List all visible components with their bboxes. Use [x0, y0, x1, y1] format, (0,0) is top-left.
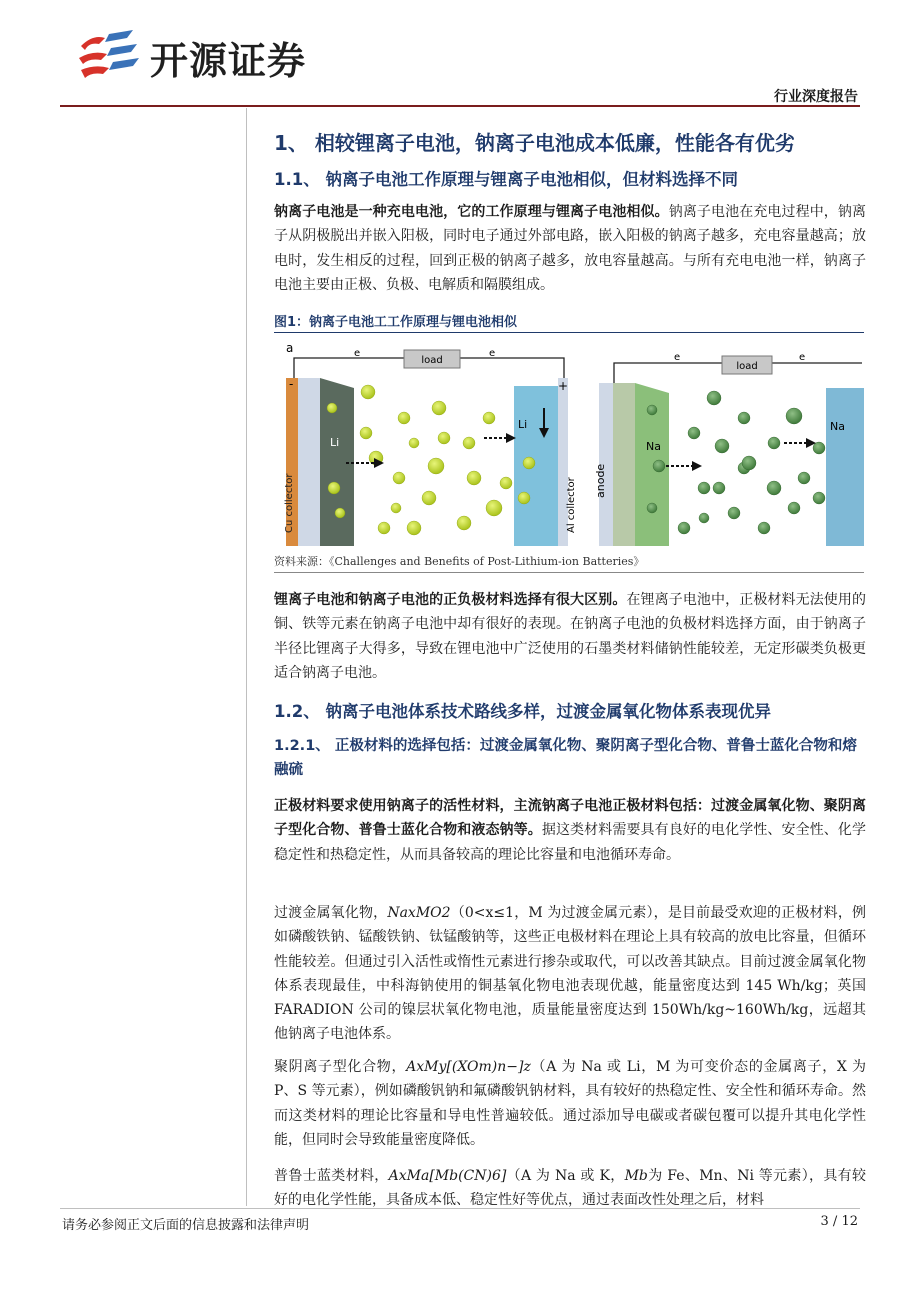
panel-b-electron-2: e [799, 352, 806, 363]
brand-logo-icon [75, 28, 143, 80]
panel-a-li-cathode-label: Li [518, 418, 528, 431]
report-type: 行业深度报告 [774, 89, 858, 105]
panel-b-load-label: load [736, 361, 758, 372]
panel-a-minus: - [289, 377, 294, 391]
figure-1-caption: 图1：钠离子电池工工作原理与锂电池相似 [274, 315, 518, 330]
paragraph-transition-metal-oxide [274, 901, 866, 1047]
section-1-2-1-title: 1.2.1、 正极材料的选择包括：过渡金属氧化物、聚阴离子型化合物、普鲁士蓝化合物和熔融硫 [274, 738, 857, 778]
panel-a-plus: + [558, 379, 569, 393]
prussian-body-1: （A 为 Na 或 K， [506, 1168, 625, 1184]
footer-disclaimer: 请务必参阅正文后面的信息披露和法律声明 [62, 1218, 310, 1233]
footer-divider [60, 1208, 860, 1209]
polyanion-body: （A 为 Na 或 Li，M 为可变价态的金属离子，X 为 P、S 等元素），例如磷酸钒钠和氟磷酸钒钠材料，具有较好的热稳定性、安全性和循环寿命。然而这类材料的理论比容量和导电性普遍较低。通过添加导电碳或者碳包覆可以提升其电化学性能，但同时会导致能量密度降低。 [274, 1059, 867, 1148]
polyanion-formula: AxMy[(XOm)n−]z [406, 1059, 531, 1075]
panel-a-load-label: load [421, 355, 443, 366]
page-number: 3 / 12 [820, 1214, 858, 1229]
paragraph-principle [274, 200, 866, 297]
panel-a-li-anode-label: Li [330, 436, 340, 449]
section-1-1-title: 1.1、 钠离子电池工作原理与锂离子电池相似，但材料选择不同 [274, 170, 738, 189]
paragraph-electrode-difference-body: 在锂离子电池中，正极材料无法使用的铜、铁等元素在钠离子电池中却有很好的表现。在钠离子电池的负极材料选择方面，由于钠离子半径比锂离子大得多，导致在锂电池中广泛使用的石墨类材料储钠性能较差，无定形碳类负极更适合钠离子电池。 [274, 592, 866, 681]
prussian-formula-mb: Mb [624, 1168, 648, 1184]
panel-b-na-anode-label: Na [646, 440, 661, 453]
brand-name: 开源证券 [150, 39, 307, 83]
polyanion-intro: 聚阴离子型化合物， [274, 1059, 407, 1075]
panel-b-anode: anode [594, 463, 607, 498]
prussian-formula: AxMa[Mb(CN)6] [388, 1168, 507, 1184]
paragraph-cathode-overview-lead: 正极材料要求使用钠离子的活性材料，主流钠离子电池正极材料包括：过渡金属氧化物、聚阴离子型化合物、普鲁士蓝化合物和液态钠等。 [274, 798, 866, 839]
section-1-title: 1、 相较锂离子电池，钠离子电池成本低廉，性能各有优劣 [274, 131, 795, 155]
tmo-formula: NaxMO2 [387, 905, 451, 921]
panel-a-al-collector: Al collector [566, 477, 577, 533]
paragraph-cathode-overview [274, 794, 866, 867]
panel-a-label: a [286, 341, 294, 355]
prussian-intro: 普鲁士蓝类材料， [274, 1168, 389, 1184]
paragraph-principle-lead: 钠离子电池是一种充电电池，它的工作原理与锂离子电池相似。 [274, 204, 669, 220]
tmo-body: （0<x≤1，M 为过渡金属元素），是目前最受欢迎的正极材料，例如磷酸铁钠、锰酸铁钠、钛锰酸钠等，这些正电极材料在理论上具有较高的放电比容量，但循环性能较差。但通过引入活性或惰性元素进行掺杂或取代，可以改善其缺点。目前过渡金属氧化物体系表现最佳，中科海钠使用的铜基氧化物电池表现优越，能量密度达到 145 Wh/kg；英国 FARADION 公司的镍层状氧化物电池，质量能量密度达到 150Wh/kg~160Wh/kg，远超其他钠离子电池体系。 [274, 905, 866, 1043]
figure-1-rule [274, 332, 864, 333]
panel-a-cu-collector: Cu collector [284, 473, 295, 533]
figure-1-battery-diagram [274, 338, 864, 546]
paragraph-polyanion [274, 1055, 866, 1152]
paragraph-electrode-difference-lead: 锂离子电池和钠离子电池的正负极材料选择有很大区别。 [274, 592, 627, 608]
paragraph-electrode-difference [274, 588, 866, 685]
tmo-intro: 过渡金属氧化物， [274, 905, 388, 921]
prussian-body-2: 为 Fe、Mn、Ni 等元素），具有较好的电化学性能，具备成本低、稳定性好等优点，通过表面改性处理之后，材料 [274, 1168, 867, 1209]
header-divider [60, 105, 860, 107]
panel-a-electron-1: e [354, 348, 361, 359]
section-1-2-title: 1.2、 钠离子电池体系技术路线多样，过渡金属氧化物体系表现优异 [274, 702, 771, 721]
figure-1-source: 资料来源：《Challenges and Benefits of Post-Lithium-ion Batteries》 [274, 555, 645, 568]
panel-b-electron-1: e [674, 352, 681, 363]
paragraph-cathode-overview-body: 据这类材料需要具有良好的电化学性、安全性、化学稳定性和热稳定性，从而具备较高的理论比容量和电池循环寿命。 [274, 822, 867, 863]
paragraph-prussian-blue [274, 1164, 866, 1213]
paragraph-principle-body: 钠离子电池在充电过程中，钠离子从阴极脱出并嵌入阳极，同时电子通过外部电路，嵌入阳极的钠离子越多，充电容量越高；放电时，发生相反的过程，回到正极的钠离子越多，放电容量越高。与所有充电电池一样，钠离子电池主要由正极、负极、电解质和隔膜组成。 [274, 204, 867, 293]
panel-a-electron-2: e [489, 348, 496, 359]
panel-b-na-cathode-label: Na [830, 420, 845, 433]
left-margin-rule [246, 108, 247, 1206]
figure-1-source-rule [274, 572, 864, 573]
